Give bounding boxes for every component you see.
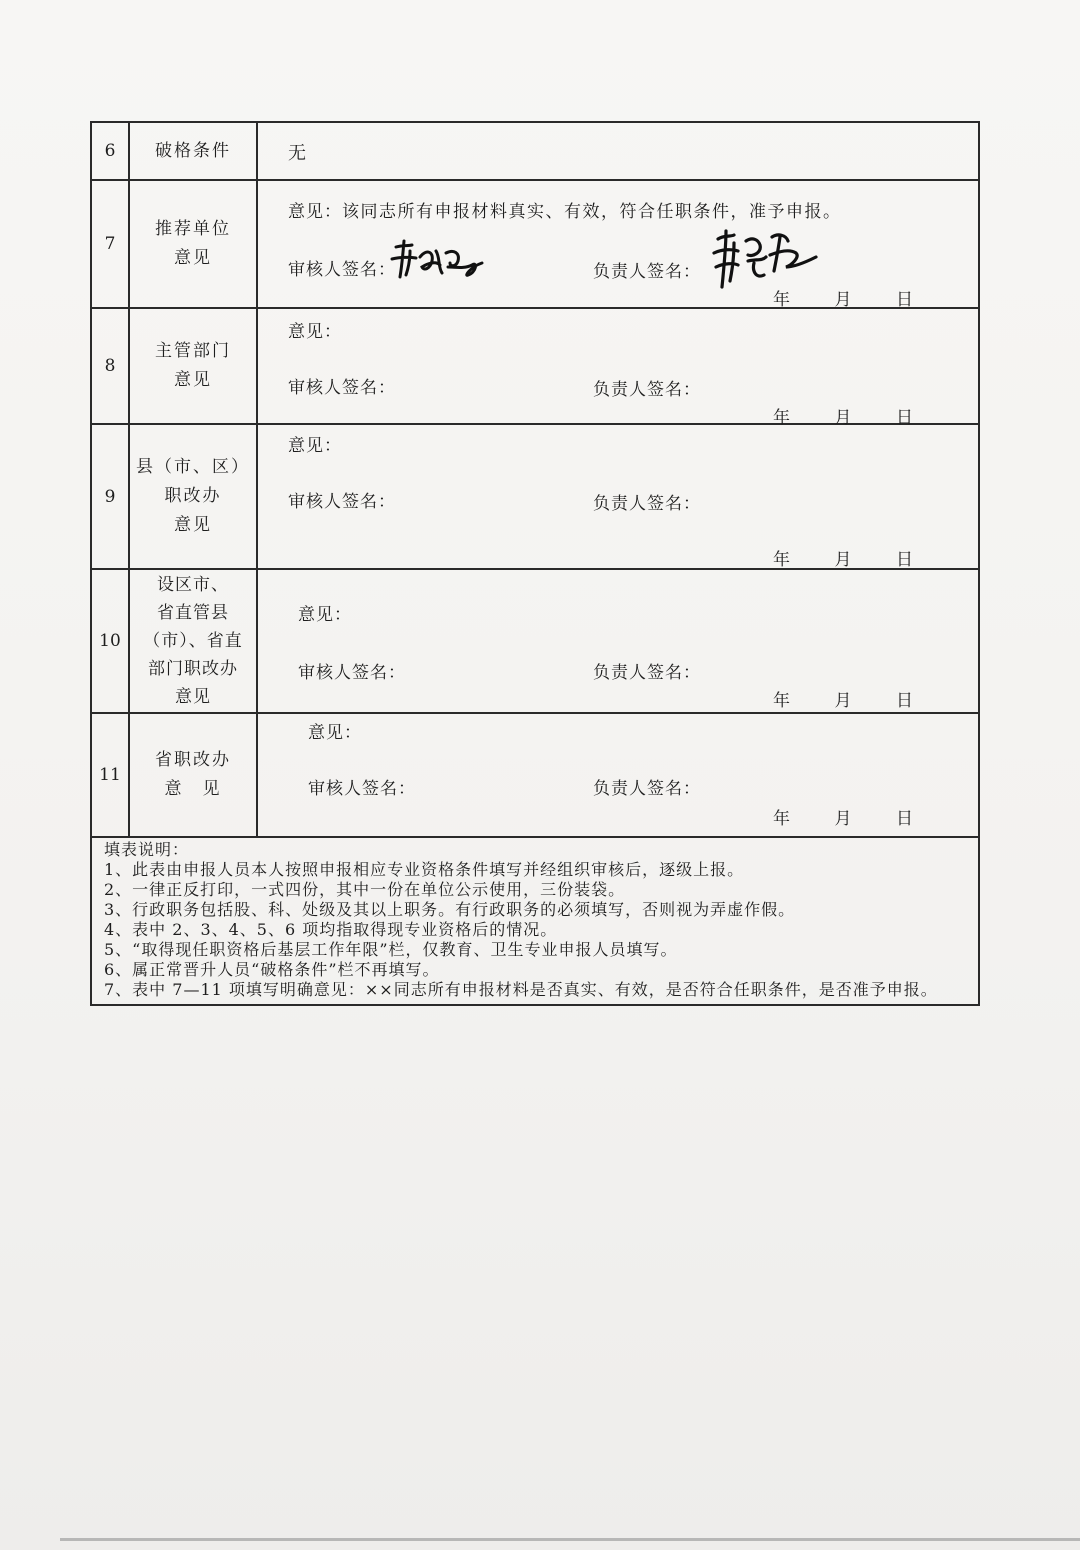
row-content <box>258 181 978 310</box>
row-content <box>258 425 978 568</box>
instruction-item: 1、此表由申报人员本人按照申报相应专业资格条件填写并经组织审核后，逐级上报。 <box>104 860 745 879</box>
date-line <box>773 285 913 310</box>
row-number: 10 <box>92 570 130 712</box>
row-label <box>130 123 258 179</box>
approval-form-table <box>90 121 980 1006</box>
reviewer-handwritten-signature <box>388 237 488 281</box>
instruction-item: 3、行政职务包括股、科、处级及其以上职务。有行政职务的必须填写，否则视为弄虚作假。 <box>104 900 796 919</box>
reviewer-signature-label: 审核人签名： <box>288 260 396 280</box>
instruction-item: 7、表中 7—11 项填写明确意见：××同志所有申报材料是否真实、有效，是否符合任职条件，是否准予申报。 <box>104 980 938 999</box>
filling-instructions <box>92 838 978 1004</box>
date-line <box>773 686 913 711</box>
row-number: 7 <box>92 181 130 307</box>
row-content <box>258 570 978 712</box>
reviewer-signature-label: 审核人签名： <box>298 663 406 683</box>
month-label: 月 <box>834 691 852 711</box>
reviewer-signature-label: 审核人签名： <box>288 492 396 512</box>
row-number: 8 <box>92 309 130 423</box>
opinion-label: 意见： <box>308 723 362 743</box>
table-row-10 <box>92 570 978 714</box>
row-label <box>130 181 258 307</box>
row-label-line: 意见 <box>174 515 212 535</box>
day-label: 日 <box>896 809 913 829</box>
opinion-label: 意见： <box>298 605 352 625</box>
reviewer-signature-label: 审核人签名： <box>288 378 396 398</box>
leader-signature-label: 负责人签名： <box>593 262 701 282</box>
table-row-9 <box>92 425 978 570</box>
table-row-6 <box>92 123 978 181</box>
instruction-item: 6、属正常晋升人员“破格条件”栏不再填写。 <box>104 960 440 979</box>
month-label: 月 <box>834 809 852 829</box>
row-label-line: 主管部门 <box>155 341 231 361</box>
day-label: 日 <box>896 290 913 310</box>
date-line <box>773 545 913 570</box>
instruction-item: 5、“取得现任职资格后基层工作年限”栏，仅教育、卫生专业申报人员填写。 <box>104 940 678 959</box>
row-label <box>130 425 258 568</box>
row-label <box>130 570 258 712</box>
row-label-line: 推荐单位 <box>155 219 231 239</box>
row-label-line: 设区市、 <box>157 575 229 595</box>
row-label-line: 部门职改办 <box>148 659 238 679</box>
leader-handwritten-signature <box>708 227 828 293</box>
day-label: 日 <box>896 550 913 570</box>
exception-conditions-value: 无 <box>288 143 306 164</box>
page-bottom-edge <box>60 1538 1080 1541</box>
row-label-line: 破格条件 <box>155 140 231 161</box>
leader-signature-label: 负责人签名： <box>593 380 701 400</box>
row-label <box>130 714 258 836</box>
year-label: 年 <box>773 408 790 428</box>
row-label-line: 意 见 <box>164 779 222 799</box>
row-number: 9 <box>92 425 130 568</box>
row-label-line: 县（市、区） <box>136 457 250 477</box>
table-row-11 <box>92 714 978 838</box>
year-label: 年 <box>773 691 790 711</box>
row-number: 6 <box>92 123 130 179</box>
opinion-label: 意见： <box>288 436 342 456</box>
row-content <box>258 123 978 179</box>
leader-signature-label: 负责人签名： <box>593 663 701 683</box>
instruction-item: 4、表中 2、3、4、5、6 项均指取得现专业资格后的情况。 <box>104 920 558 939</box>
year-label: 年 <box>773 550 790 570</box>
row-label-line: 省直管县 <box>157 603 229 623</box>
row-label-line: 职改办 <box>164 486 222 506</box>
instructions-title: 填表说明： <box>104 840 190 859</box>
leader-signature-label: 负责人签名： <box>593 779 701 799</box>
table-row-8 <box>92 309 978 428</box>
table-row-7 <box>92 181 978 309</box>
leader-signature-label: 负责人签名： <box>593 494 701 514</box>
row-content <box>258 714 978 836</box>
year-label: 年 <box>773 809 790 829</box>
reviewer-signature-label: 审核人签名： <box>308 779 416 799</box>
opinion-text: 该同志所有申报材料真实、有效，符合任职条件，准予申报。 <box>342 202 842 222</box>
row-label-line: （市）、省直 <box>143 631 243 651</box>
month-label: 月 <box>834 550 852 570</box>
row-label-line: 意见 <box>174 248 212 268</box>
row-content <box>258 309 978 428</box>
day-label: 日 <box>896 408 913 428</box>
month-label: 月 <box>834 408 852 428</box>
row-label-line: 意见 <box>174 370 212 390</box>
row-label <box>130 309 258 423</box>
row-number: 11 <box>92 714 130 836</box>
opinion-label: 意见： <box>288 202 342 222</box>
date-line <box>773 804 913 829</box>
day-label: 日 <box>896 691 913 711</box>
year-label: 年 <box>773 290 790 310</box>
row-label-line: 省职改办 <box>155 750 231 770</box>
month-label: 月 <box>834 290 852 310</box>
instruction-item: 2、一律正反打印，一式四份，其中一份在单位公示使用，三份装袋。 <box>104 880 626 899</box>
row-label-line: 意见 <box>175 687 211 707</box>
opinion-line <box>288 197 842 222</box>
opinion-label: 意见： <box>288 322 342 342</box>
